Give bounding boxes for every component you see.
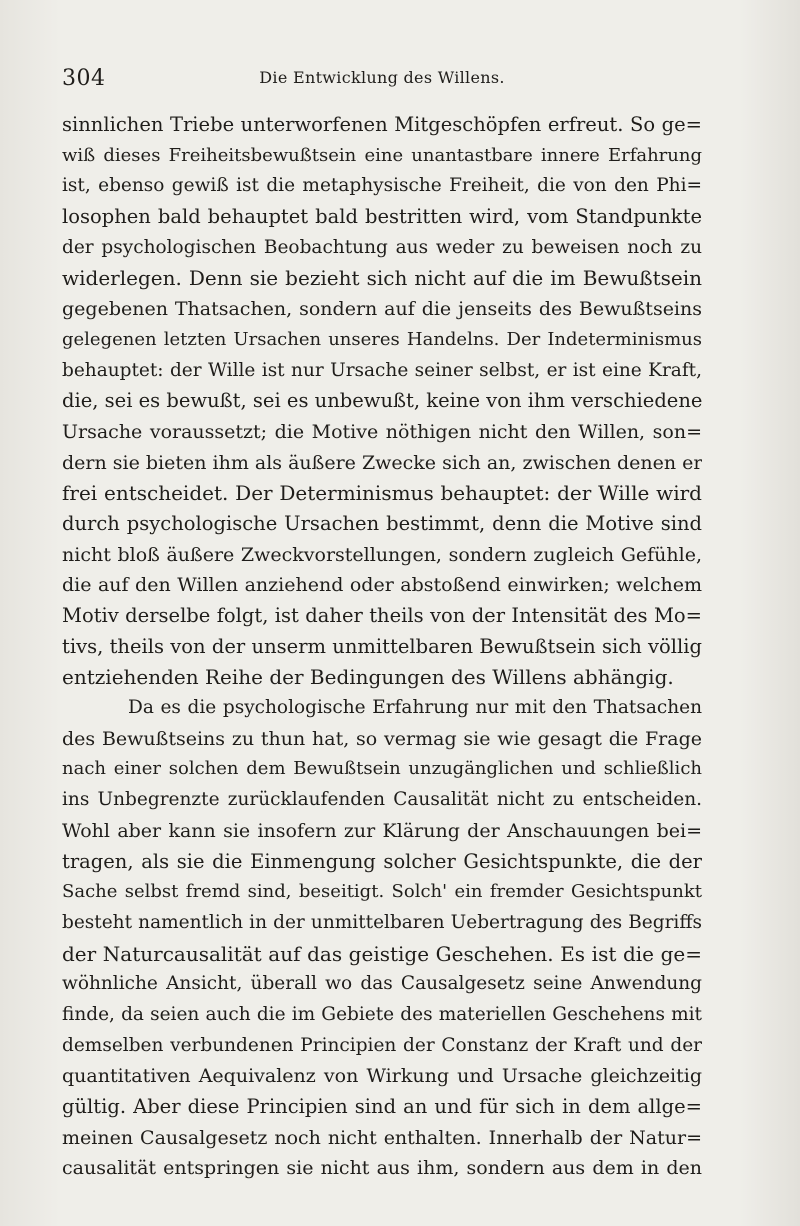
text-line: ins Unbegrenzte zurücklaufenden Causalität nicht zu entscheiden. (62, 789, 702, 811)
text-line: sinnlichen Triebe unterworfenen Mitgeschöpfen erfreut. So ge= (62, 113, 702, 136)
text-line: der psychologischen Beobachtung aus weder zu beweisen noch zu (62, 236, 702, 258)
text-line: frei entscheidet. Der Determinismus behauptet: der Wille wird (62, 481, 702, 506)
text-line: wöhnliche Ansicht, überall wo das Causalgesetz seine Anwendung (62, 973, 702, 995)
text-line: meinen Causalgesetz noch nicht enthalten. Innerhalb der Natur= (62, 1126, 702, 1149)
text-line: tivs, theils von der unserm unmittelbaren Bewußtsein sich völlig (62, 634, 702, 658)
text-line: behauptet: der Wille ist nur Ursache seiner selbst, er ist eine Kraft, (62, 359, 702, 381)
text-line: wiß dieses Freiheitsbewußtsein eine unantastbare innere Erfahrung (62, 144, 702, 166)
text-line: Sache selbst fremd sind, beseitigt. Solch' ein fremder Gesichtspunkt (62, 881, 702, 903)
text-line: die, sei es bewußt, sei es unbewußt, keine von ihm verschiedene (62, 389, 702, 413)
text-line: tragen, als sie die Einmengung solcher Gesichtspunkte, die der (62, 849, 702, 873)
text-line: ist, ebenso gewiß ist die metaphysische Freiheit, die von den Phi= (62, 175, 702, 197)
text-line: der Naturcausalität auf das geistige Geschehen. Es ist die ge= (62, 941, 702, 966)
page-header (62, 66, 702, 98)
text-line: Wohl aber kann sie insofern zur Klärung der Anschauungen bei= (62, 819, 702, 842)
text-line: Da es die psychologische Erfahrung nur mit den Thatsachen (128, 697, 702, 719)
text-line: demselben verbundenen Principien der Constanz der Kraft und der (62, 1034, 702, 1056)
text-line: gelegenen letzten Ursachen unseres Handelns. Der Indeterminismus (62, 328, 702, 350)
text-line: nach einer solchen dem Bewußtsein unzugänglichen und schließlich (62, 758, 702, 780)
text-line: quantitativen Aequivalenz von Wirkung und Ursache gleichzeitig (62, 1065, 702, 1088)
text-line: besteht namentlich in der unmittelbaren Uebertragung des Begriffs (62, 911, 702, 933)
text-line: Motiv derselbe folgt, ist daher theils von der Intensität des Mo= (62, 604, 702, 627)
text-line: die auf den Willen anziehend oder abstoßend einwirken; welchem (62, 574, 702, 597)
text-line: finde, da seien auch die im Gebiete des materiellen Geschehens mit (62, 1003, 702, 1025)
page-number: 304 (62, 66, 106, 91)
text-line: gegebenen Thatsachen, sondern auf die jenseits des Bewußtseins (62, 298, 702, 321)
text-line: gültig. Aber diese Principien sind an und für sich in dem allge= (62, 1095, 702, 1118)
text-line: des Bewußtseins zu thun hat, so vermag sie wie gesagt die Frage (62, 727, 702, 750)
text-line: durch psychologische Ursachen bestimmt, denn die Motive sind (62, 511, 702, 535)
text-line: widerlegen. Denn sie bezieht sich nicht auf die im Bewußtsein (62, 266, 702, 291)
text-line: nicht bloß äußere Zweckvorstellungen, sondern zugleich Gefühle, (62, 543, 702, 566)
running-title: Die Entwicklung des Willens. (259, 68, 505, 87)
text-line: dern sie bieten ihm als äußere Zwecke sich an, zwischen denen er (62, 451, 702, 474)
text-line: Ursache voraussetzt; die Motive nöthigen nicht den Willen, son= (62, 420, 702, 443)
body-text (62, 110, 702, 1184)
text-line: losophen bald behauptet bald bestritten wird, vom Standpunkte (62, 205, 702, 229)
text-line: entziehenden Reihe der Bedingungen des Willens abhängig. (62, 665, 674, 690)
text-line: causalität entspringen sie nicht aus ihm, sondern aus dem in den (62, 1157, 702, 1180)
